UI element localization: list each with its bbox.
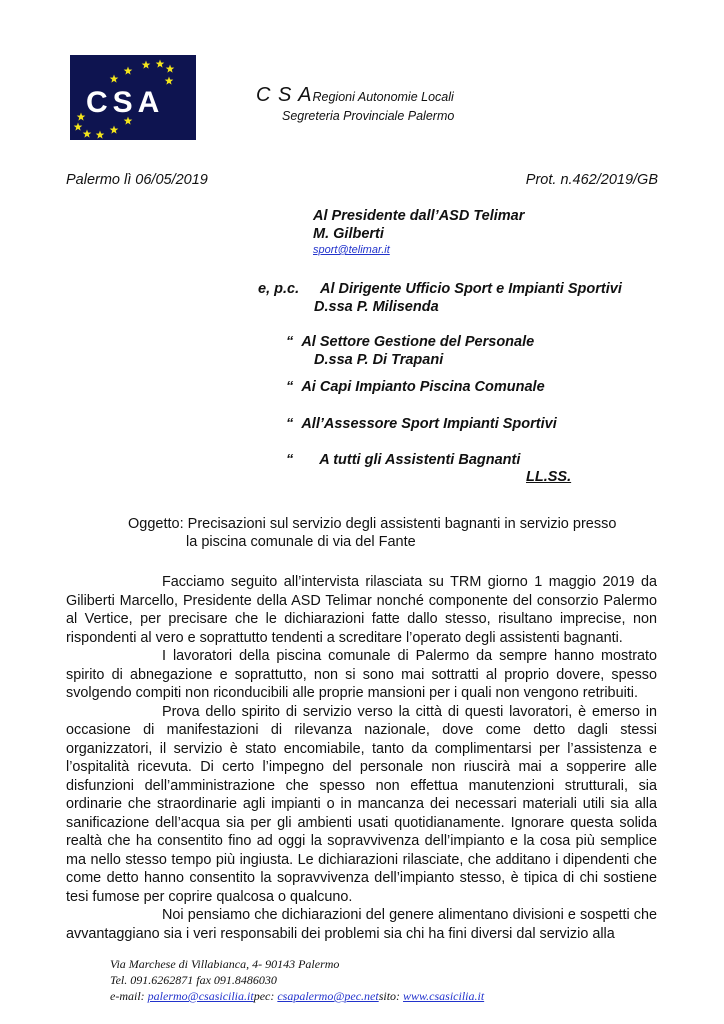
addressee-title: Al Presidente dall’ASD Telimar — [313, 208, 525, 224]
star-icon — [74, 123, 83, 131]
cc-recipient-name: D.ssa P. Di Trapani — [314, 352, 444, 368]
cc-recipient — [286, 415, 557, 433]
footer-contacts — [110, 988, 484, 1004]
star-icon — [83, 130, 92, 138]
star-icon — [165, 77, 174, 85]
star-icon — [77, 113, 86, 121]
star-icon — [96, 131, 105, 139]
eu-stars-logo-icon — [70, 55, 196, 140]
footer-site-link[interactable]: www.csasicilia.it — [403, 989, 485, 1003]
main-addressee — [313, 207, 524, 243]
body-paragraph: I lavoratori della piscina comunale di Palermo da sempre hanno mostrato spirito di abnegazione e soprattutto, non si sono mai sottratti al proprio dovere, spesso svolgendo compiti non riconducibili alle proprie mansioni per i quali non vengono retribuiti. — [66, 648, 657, 701]
cc-recipient-label: A tutti gli Assistenti Bagnanti — [319, 452, 521, 468]
footer-pec-link[interactable]: csapalermo@pec.net — [277, 989, 379, 1003]
footer-phone: Tel. 091.6262871 fax 091.8486030 — [110, 973, 277, 987]
organization-subtitle: Segreteria Provinciale Palermo — [282, 109, 455, 123]
body-paragraph: Facciamo seguito all’intervista rilasciata su TRM giorno 1 maggio 2019 da Giliberti Marcello, Presidente della ASD Telimar nonché componente del consorzio Palermo al Vertice, per precisare che le dichiarazioni fatte dallo stesso, risultano imprecise, non rispondenti al vero e soprattutto tendenti a screditare l’operato degli assistenti bagnanti. — [66, 574, 657, 646]
letter-date: Palermo lì 06/05/2019 — [66, 172, 208, 188]
star-icon — [110, 126, 119, 134]
body-paragraph: Prova dello spirito di servizio verso la città di questi lavoratori, è emerso in occasione di manifestazioni di rilevanza nazionale, dove come detto dagli stessi organizzatori, il servizio è stato encomiabile, tanto da complimentarsi per l’assistenza e l’ospitalità ricevuta. Di certo l’impegno del personale non riuscirà mai a sopperire alle disfunzioni dell’amministrazione che spesso non effettua manutenzioni strutturali, sia ordinarie che straordinarie agli impianti o in mancanza dei necessari materiali utili sia alla sanificazione dell’acqua sia per gli ambienti usati quotidianamente. Ignorare questa solida realtà che ha consentito fino ad oggi la sopravvivenza dell’impianto e la cosa più semplice ma nello stesso tempo più ingiusta. Le dichiarazioni rilasciate, che additano i dipendenti che come detto hanno consentito la sopravvivenza dell’impianto stesso, è tipica di chi sostiene tesi fumose per coprire qualcosa o qualcuno. — [66, 703, 657, 905]
ditto-mark: “ — [286, 416, 294, 432]
organization-name: Regioni Autonomie Locali — [312, 90, 454, 104]
cc-recipient-label: All’Assessore Sport Impianti Sportivi — [301, 416, 557, 432]
csa-logo — [70, 55, 196, 140]
cc-recipient-label: Al Settore Gestione del Personale — [301, 334, 535, 350]
addressee-name: M. Gilberti — [313, 226, 384, 242]
star-icon — [142, 61, 151, 69]
subject-line: la piscina comunale di via del Fante — [186, 534, 416, 550]
star-icon — [156, 60, 165, 68]
logo-text: CSA — [86, 86, 165, 119]
ditto-mark: “ — [286, 379, 294, 395]
pec-label: pec: — [253, 989, 278, 1003]
star-icon — [124, 67, 133, 75]
body-paragraph: Noi pensiamo che dichiarazioni del genere alimentano divisioni e sospetti che avvantaggiano sia i veri responsabili dei problemi sia chi ha fini diversi dal servizio alla — [66, 907, 657, 942]
site-label: sito: — [378, 989, 404, 1003]
footer-address: Via Marchese di Villabianca, 4- 90143 Palermo — [110, 957, 340, 971]
subject-line: Oggetto: Precisazioni sul servizio degli assistenti bagnanti in servizio presso — [128, 516, 617, 532]
ditto-mark: “ — [286, 334, 294, 350]
cc-recipient — [286, 378, 545, 396]
organization-acronym: C S A — [256, 84, 313, 106]
email-label: e-mail: — [110, 989, 148, 1003]
cc-closing: LL.SS. — [526, 469, 572, 485]
cc-recipient — [286, 333, 534, 351]
letter-body — [66, 573, 657, 943]
star-icon — [110, 75, 119, 83]
star-icon — [166, 65, 175, 73]
cc-recipient — [286, 451, 520, 469]
footer-email-link[interactable]: palermo@csasicilia.it — [147, 989, 254, 1003]
cc-recipient: Al Dirigente Ufficio Sport e Impianti Sportivi — [320, 281, 622, 297]
cc-label: e, p.c. — [258, 281, 300, 297]
organization-title — [256, 84, 454, 107]
letter-subject — [128, 515, 616, 551]
ditto-mark: “ — [286, 452, 294, 468]
letter-footer — [110, 956, 484, 1004]
protocol-number: Prot. n.462/2019/GB — [525, 172, 658, 188]
cc-recipient-label: Ai Capi Impianto Piscina Comunale — [301, 379, 545, 395]
cc-recipient-name: D.ssa P. Milisenda — [314, 299, 439, 315]
addressee-email-link[interactable]: sport@telimar.it — [313, 244, 390, 256]
